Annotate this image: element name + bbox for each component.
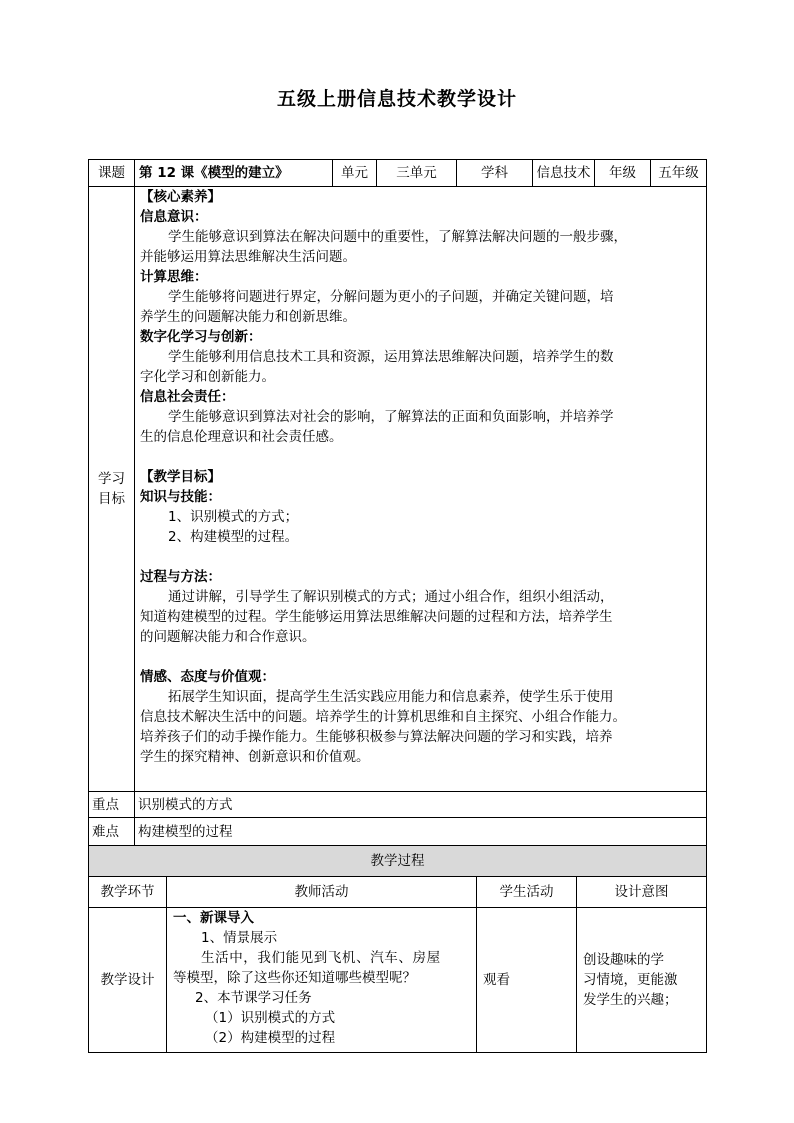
social-text: 学生能够意识到算法对社会的影响，了解算法的正面和负面影响，并培养学: [168, 409, 614, 425]
objectives-label-line2: 目标: [98, 491, 125, 507]
knowledge-item: 1、识别模式的方式；: [168, 509, 299, 525]
teacher-line: 1、情景展示: [201, 930, 278, 946]
unit-value: 三单元: [377, 160, 457, 187]
intent-line: 习情境，更能激: [583, 972, 678, 988]
teacher-line: （2）构建模型的过程: [205, 1030, 336, 1046]
social-title: 信息社会责任：: [140, 389, 235, 405]
teacher-activity: [167, 908, 477, 1053]
difficult-point-label: 难点: [89, 818, 135, 846]
grade-label: 年级: [595, 160, 651, 187]
process-title-row: [89, 846, 707, 877]
difficult-point-value: 构建模型的过程: [135, 818, 707, 846]
emotion-text: 拓展学生知识面，提高学生生活实践应用能力和信息素养，使学生乐于使用: [168, 689, 614, 705]
emotion-text: 信息技术解决生活中的问题。培养学生的计算机思维和自主探究、小组合作能力。: [140, 709, 626, 725]
objectives-label-line1: 学习: [98, 471, 125, 487]
digital-title: 数字化学习与创新：: [140, 329, 262, 345]
design-intent: [577, 908, 707, 1053]
digital-text: 学生能够利用信息技术工具和资源，运用算法思维解决问题，培养学生的数: [168, 349, 614, 365]
process-section-title: 教学过程: [89, 846, 707, 877]
comp-thinking-text: 养学生的问题解决能力和创新思维。: [140, 309, 356, 325]
digital-text: 字化学习和创新能力。: [140, 369, 275, 385]
header-row: [89, 160, 707, 187]
subject-value: 信息技术: [533, 160, 595, 187]
process-text: 知道构建模型的过程。学生能够运用算法思维解决问题的过程和方法，培养学生: [140, 609, 613, 625]
process-row: [89, 908, 707, 1053]
intent-line: 发学生的兴趣；: [583, 992, 678, 1008]
col-stage: 教学环节: [89, 877, 167, 908]
student-activity: 观看: [477, 908, 577, 1053]
col-student: 学生活动: [477, 877, 577, 908]
course-value: 第 12 课《模型的建立》: [135, 160, 333, 187]
grade-value: 五年级: [651, 160, 707, 187]
col-intent: 设计意图: [577, 877, 707, 908]
teacher-line: 生活中，我们能见到飞机、汽车、房屋: [201, 950, 441, 966]
process-header-row: [89, 877, 707, 908]
core-title: 【核心素养】: [140, 189, 221, 205]
lesson-plan-table: [88, 159, 707, 1053]
process-text: 的问题解决能力和合作意识。: [140, 629, 316, 645]
intent-line: 创设趣味的学: [583, 952, 664, 968]
document-title: 五级上册信息技术教学设计: [276, 88, 517, 110]
process-text: 通过讲解，引导学生了解识别模式的方式；通过小组合作，组织小组活动，: [168, 589, 614, 605]
process-title: 过程与方法：: [140, 569, 221, 585]
info-awareness-text: 学生能够意识到算法在解决问题中的重要性，了解算法解决问题的一般步骤，: [168, 229, 627, 245]
subject-label: 学科: [457, 160, 533, 187]
knowledge-item: 2、构建模型的过程。: [168, 529, 299, 545]
stage-cell: 教学设计: [89, 908, 167, 1053]
teacher-line: 2、本节课学习任务: [195, 990, 312, 1006]
key-point-row: [89, 792, 707, 818]
emotion-text: 学生的探究精神、创新意识和价值观。: [140, 749, 370, 765]
teacher-line: 一、新课导入: [173, 910, 254, 926]
key-point-label: 重点: [89, 792, 135, 818]
key-point-value: 识别模式的方式: [135, 792, 707, 818]
objectives-label: [89, 187, 135, 792]
info-awareness-text: 并能够运用算法思维解决生活问题。: [140, 249, 356, 265]
objectives-row: [89, 187, 707, 792]
teaching-title: 【教学目标】: [140, 469, 221, 485]
emotion-text: 培养孩子们的动手操作能力。生能够积极参与算法解决问题的学习和实践，培养: [140, 729, 613, 745]
social-text: 生的信息伦理意识和社会责任感。: [140, 429, 343, 445]
comp-thinking-title: 计算思维：: [140, 269, 208, 285]
comp-thinking-text: 学生能够将问题进行界定，分解问题为更小的子问题，并确定关键问题，培: [168, 289, 614, 305]
teacher-line: （1）识别模式的方式: [205, 1010, 336, 1026]
objectives-content: [135, 187, 707, 792]
unit-label: 单元: [333, 160, 377, 187]
knowledge-title: 知识与技能：: [140, 489, 221, 505]
col-teacher: 教师活动: [167, 877, 477, 908]
info-awareness-title: 信息意识：: [140, 209, 208, 225]
difficult-point-row: [89, 818, 707, 846]
course-label: 课题: [89, 160, 135, 187]
emotion-title: 情感、态度与价值观：: [140, 669, 275, 685]
teacher-line: 等模型，除了这些你还知道哪些模型呢？: [173, 970, 416, 986]
